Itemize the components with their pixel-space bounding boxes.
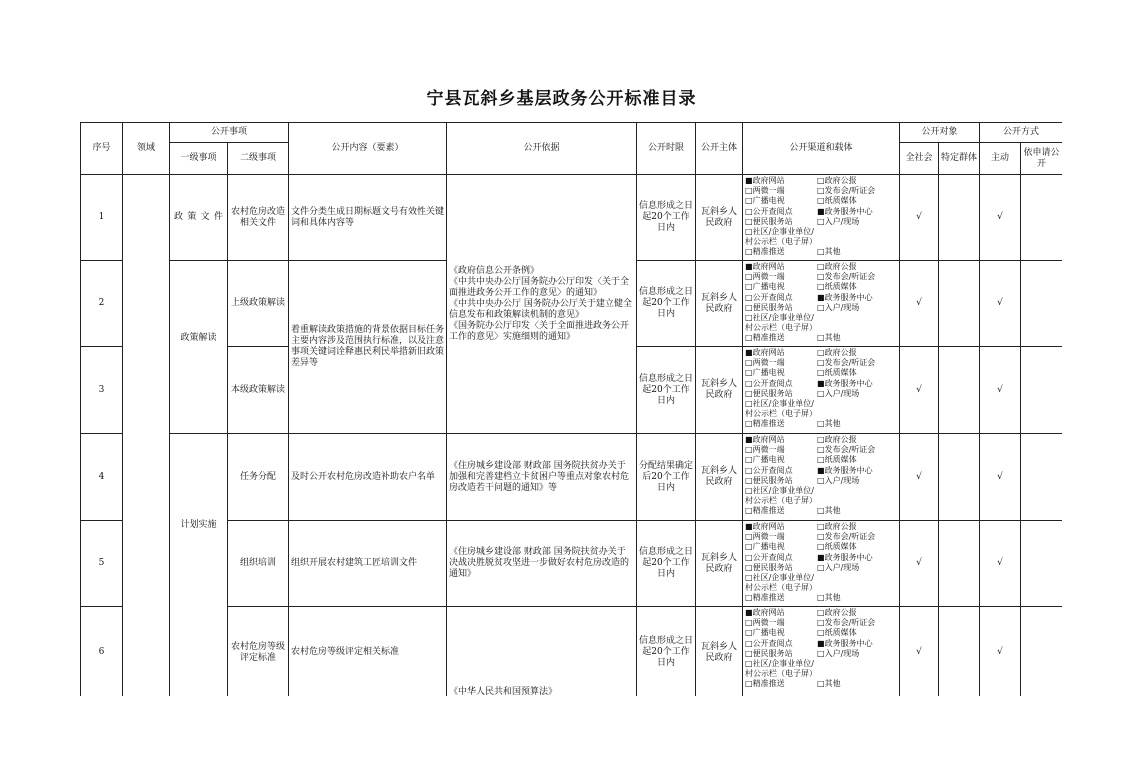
channel-option: □社区/企事业单位/村公示栏（电子屏） [745, 313, 818, 333]
table-row [81, 607, 1063, 697]
channel-option: □广播电视 [745, 542, 785, 552]
active-check: √ [980, 607, 1021, 697]
channel-line [745, 333, 897, 343]
seq-cell: 2 [81, 261, 123, 347]
header-subject: 公开主体 [696, 123, 743, 175]
channel-line [745, 618, 897, 628]
channel-option: □发布会/听证会 [817, 618, 876, 628]
catalog-table [80, 122, 1062, 696]
channel-line [745, 506, 897, 516]
channel-line [745, 542, 897, 552]
basis-cell: 《住房城乡建设部 财政部 国务院扶贫办关于加强和完善建档立卡贫困户等重点对象农村危房改造若干问题的通知》等 [447, 434, 637, 521]
channel-option: □政府公报 [817, 608, 857, 617]
channel-option: □发布会/听证会 [817, 358, 876, 368]
time-cell: 信息形成之日起20个工作日内 [637, 347, 696, 434]
channel-option: □发布会/听证会 [817, 445, 876, 455]
channel-option: □发布会/听证会 [817, 186, 876, 196]
channel-option: □入户/现场 [817, 475, 860, 485]
channel-line [745, 486, 897, 506]
active-check: √ [980, 521, 1021, 607]
channel-line [745, 379, 897, 389]
channel-option: □政府公报 [817, 522, 857, 531]
channel-option: □其他 [817, 679, 841, 689]
channel-line [745, 272, 897, 282]
header-time: 公开时限 [637, 123, 696, 175]
channel-option: □其他 [817, 247, 841, 257]
active-check: √ [980, 347, 1021, 434]
time-cell: 信息形成之日起20个工作日内 [637, 175, 696, 261]
channel-line [745, 358, 897, 368]
all-check: √ [900, 261, 939, 347]
seq-cell: 1 [81, 175, 123, 261]
request-check [1021, 607, 1062, 697]
channel-option: □其他 [817, 419, 841, 429]
channel-option: □精准推送 [745, 419, 785, 429]
channel-line [745, 553, 897, 563]
channel-cell [743, 175, 900, 261]
seq-cell: 6 [81, 607, 123, 697]
content-cell: 着重解读政策措施的背景依据目标任务主要内容涉及范围执行标准，以及注意事项关键词诠释惠民利民举措新旧政策差异等 [289, 261, 447, 434]
specific-check [939, 607, 980, 697]
channel-line [745, 532, 897, 542]
channel-line [745, 476, 897, 486]
specific-check [939, 261, 980, 347]
channel-option: □公开查阅点 [745, 638, 793, 648]
channel-line [745, 262, 897, 272]
channel-option: □精准推送 [745, 247, 785, 257]
channel-line [745, 293, 897, 303]
level2-cell: 本级政策解读 [228, 347, 289, 434]
channel-line [745, 196, 897, 206]
channel-line [745, 227, 897, 247]
channel-option: □广播电视 [745, 455, 785, 465]
channel-line [745, 679, 897, 689]
seq-cell: 5 [81, 521, 123, 607]
subject-cell: 瓦斜乡人民政府 [696, 607, 743, 697]
channel-option: ■政府网站 [745, 348, 785, 357]
channel-line [745, 659, 897, 679]
channel-option: □政府公报 [817, 435, 857, 444]
channel-option: □两微一端 [745, 358, 785, 368]
channel-line [745, 435, 897, 445]
level2-cell: 任务分配 [228, 434, 289, 521]
channel-option: □广播电视 [745, 628, 785, 638]
active-check: √ [980, 175, 1021, 261]
channel-line [745, 628, 897, 638]
channel-option: □公开查阅点 [745, 206, 793, 216]
channel-option: ■政府网站 [745, 522, 785, 531]
channel-option: □发布会/听证会 [817, 272, 876, 282]
channel-option: ■政务服务中心 [817, 206, 873, 216]
basis-cell: 《中华人民共和国预算法》 [447, 607, 637, 697]
request-check [1021, 175, 1062, 261]
level2-cell: 农村危房改造相关文件 [228, 175, 289, 261]
level1-cell: 计划实施 [170, 434, 228, 697]
channel-option: □政府公报 [817, 176, 857, 185]
channel-option: □社区/企事业单位/村公示栏（电子屏） [745, 399, 818, 419]
channel-option: □精准推送 [745, 506, 785, 516]
header-all: 全社会 [900, 143, 939, 175]
header-items: 公开事项 [170, 123, 289, 143]
channel-option: □入户/现场 [817, 388, 860, 398]
channel-cell [743, 607, 900, 697]
specific-check [939, 521, 980, 607]
channel-line [745, 649, 897, 659]
channel-option: □两微一端 [745, 618, 785, 628]
channel-cell [743, 347, 900, 434]
channel-line [745, 522, 897, 532]
active-check: √ [980, 261, 1021, 347]
channel-option: □其他 [817, 593, 841, 603]
channel-line [745, 563, 897, 573]
channel-option: ■政府网站 [745, 608, 785, 617]
content-cell: 农村危房等级评定相关标准 [289, 607, 447, 697]
channel-option: □两微一端 [745, 186, 785, 196]
channel-option: □广播电视 [745, 196, 785, 206]
catalog-table-container [80, 122, 1062, 696]
channel-line [745, 639, 897, 649]
request-check [1021, 261, 1062, 347]
header-level2: 二级事项 [228, 143, 289, 175]
seq-cell: 3 [81, 347, 123, 434]
level1-text: 政策文件 [174, 212, 223, 222]
subject-cell: 瓦斜乡人民政府 [696, 521, 743, 607]
channel-option: □纸质媒体 [817, 282, 857, 292]
header-domain: 领域 [123, 123, 170, 175]
channel-option: □纸质媒体 [817, 368, 857, 378]
channel-option: □广播电视 [745, 368, 785, 378]
channel-line [745, 608, 897, 618]
header-active: 主动 [980, 143, 1021, 175]
time-cell: 信息形成之日起20个工作日内 [637, 261, 696, 347]
channel-option: □入户/现场 [817, 562, 860, 572]
channel-option: □公开查阅点 [745, 378, 793, 388]
subject-cell: 瓦斜乡人民政府 [696, 261, 743, 347]
channel-line [745, 399, 897, 419]
channel-line [745, 282, 897, 292]
all-check: √ [900, 175, 939, 261]
seq-cell: 4 [81, 434, 123, 521]
header-seq: 序号 [81, 123, 123, 175]
header-specific: 特定群体 [939, 143, 980, 175]
channel-option: ■政府网站 [745, 176, 785, 185]
channel-line [745, 348, 897, 358]
level1-cell [170, 175, 228, 261]
channel-line [745, 217, 897, 227]
header-content: 公开内容（要素） [289, 123, 447, 175]
channel-option: □两微一端 [745, 445, 785, 455]
channel-line [745, 313, 897, 333]
all-check: √ [900, 434, 939, 521]
level2-cell: 农村危房等级评定标准 [228, 607, 289, 697]
all-check: √ [900, 521, 939, 607]
channel-option: □政府公报 [817, 262, 857, 271]
channel-line [745, 455, 897, 465]
specific-check [939, 347, 980, 434]
channel-option: □社区/企事业单位/村公示栏（电子屏） [745, 227, 818, 247]
channel-option: □公开查阅点 [745, 552, 793, 562]
content-cell: 组织开展农村建筑工匠培训文件 [289, 521, 447, 607]
channel-option: ■政务服务中心 [817, 378, 873, 388]
channel-line [745, 466, 897, 476]
channel-line [745, 445, 897, 455]
request-check [1021, 347, 1062, 434]
all-check: √ [900, 347, 939, 434]
level1-cell: 政策解读 [170, 261, 228, 434]
header-request: 依申请公开 [1021, 143, 1062, 175]
subject-cell: 瓦斜乡人民政府 [696, 347, 743, 434]
basis-cell: 《住房城乡建设部 财政部 国务院扶贫办关于决战决胜脱贫攻坚进一步做好农村危房改造的通知》 [447, 521, 637, 607]
basis-cell: 《政府信息公开条例》 《中共中央办公厅国务院办公厅印发〈关于全面推进政务公开工作的意见〉的通知》 《中共中央办公厅 国务院办公厅关于建立健全信息发布和政策解读机制的意见》 《国务院办公厅印发〈关于全面推进政务公开工作的意见〉实施细则的通知》 [447, 175, 637, 434]
content-cell: 文件分类生成日期标题文号有效性关键词和具体内容等 [289, 175, 447, 261]
channel-option: □两微一端 [745, 532, 785, 542]
request-check [1021, 434, 1062, 521]
header-basis: 公开依据 [447, 123, 637, 175]
channel-line [745, 247, 897, 257]
channel-option: □发布会/听证会 [817, 532, 876, 542]
header-level1: 一级事项 [170, 143, 228, 175]
channel-option: □纸质媒体 [817, 628, 857, 638]
table-row [81, 521, 1063, 607]
channel-line [745, 389, 897, 399]
channel-option: ■政务服务中心 [817, 638, 873, 648]
channel-option: ■政务服务中心 [817, 465, 873, 475]
page-title: 宁县瓦斜乡基层政务公开标准目录 [426, 89, 697, 109]
channel-option: ■政府网站 [745, 435, 785, 444]
channel-option: □便民服务站 [745, 216, 793, 226]
request-check [1021, 521, 1062, 607]
channel-option: □公开查阅点 [745, 292, 793, 302]
subject-cell: 瓦斜乡人民政府 [696, 175, 743, 261]
table-row [81, 434, 1063, 521]
channel-cell [743, 521, 900, 607]
channel-option: □便民服务站 [745, 648, 793, 658]
channel-option: □纸质媒体 [817, 542, 857, 552]
channel-option: ■政府网站 [745, 262, 785, 271]
channel-option: □便民服务站 [745, 388, 793, 398]
channel-option: □社区/企事业单位/村公示栏（电子屏） [745, 659, 818, 679]
channel-line [745, 419, 897, 429]
channel-line [745, 186, 897, 196]
time-cell: 信息形成之日起20个工作日内 [637, 521, 696, 607]
channel-option: □入户/现场 [817, 648, 860, 658]
channel-option: □便民服务站 [745, 475, 793, 485]
channel-option: □其他 [817, 506, 841, 516]
header-method: 公开方式 [980, 123, 1062, 143]
time-cell: 信息形成之日起20个工作日内 [637, 607, 696, 697]
header-channel: 公开渠道和载体 [743, 123, 900, 175]
active-check: √ [980, 434, 1021, 521]
level2-cell: 上级政策解读 [228, 261, 289, 347]
channel-option: □社区/企事业单位/村公示栏（电子屏） [745, 573, 818, 593]
channel-option: □便民服务站 [745, 562, 793, 572]
channel-option: □便民服务站 [745, 302, 793, 312]
channel-option: □广播电视 [745, 282, 785, 292]
channel-option: ■政务服务中心 [817, 292, 873, 302]
channel-option: □入户/现场 [817, 302, 860, 312]
channel-option: □两微一端 [745, 272, 785, 282]
content-cell: 及时公开农村危房改造补助农户名单 [289, 434, 447, 521]
channel-cell [743, 434, 900, 521]
table-row [81, 175, 1063, 261]
channel-option: □精准推送 [745, 679, 785, 689]
channel-option: □精准推送 [745, 593, 785, 603]
all-check: √ [900, 607, 939, 697]
channel-line [745, 176, 897, 186]
channel-cell [743, 261, 900, 347]
channel-line [745, 207, 897, 217]
channel-option: □纸质媒体 [817, 455, 857, 465]
header-audience: 公开对象 [900, 123, 980, 143]
specific-check [939, 434, 980, 521]
time-cell: 分配结果确定后20个工作日内 [637, 434, 696, 521]
channel-option: □精准推送 [745, 333, 785, 343]
channel-line [745, 593, 897, 603]
channel-line [745, 303, 897, 313]
channel-line [745, 368, 897, 378]
channel-option: □公开查阅点 [745, 465, 793, 475]
channel-option: □社区/企事业单位/村公示栏（电子屏） [745, 486, 818, 506]
channel-option: □入户/现场 [817, 216, 860, 226]
channel-option: □其他 [817, 333, 841, 343]
subject-cell: 瓦斜乡人民政府 [696, 434, 743, 521]
level2-cell: 组织培训 [228, 521, 289, 607]
channel-option: □纸质媒体 [817, 196, 857, 206]
channel-line [745, 573, 897, 593]
channel-option: □政府公报 [817, 348, 857, 357]
domain-cell [123, 175, 170, 697]
specific-check [939, 175, 980, 261]
channel-option: ■政务服务中心 [817, 552, 873, 562]
